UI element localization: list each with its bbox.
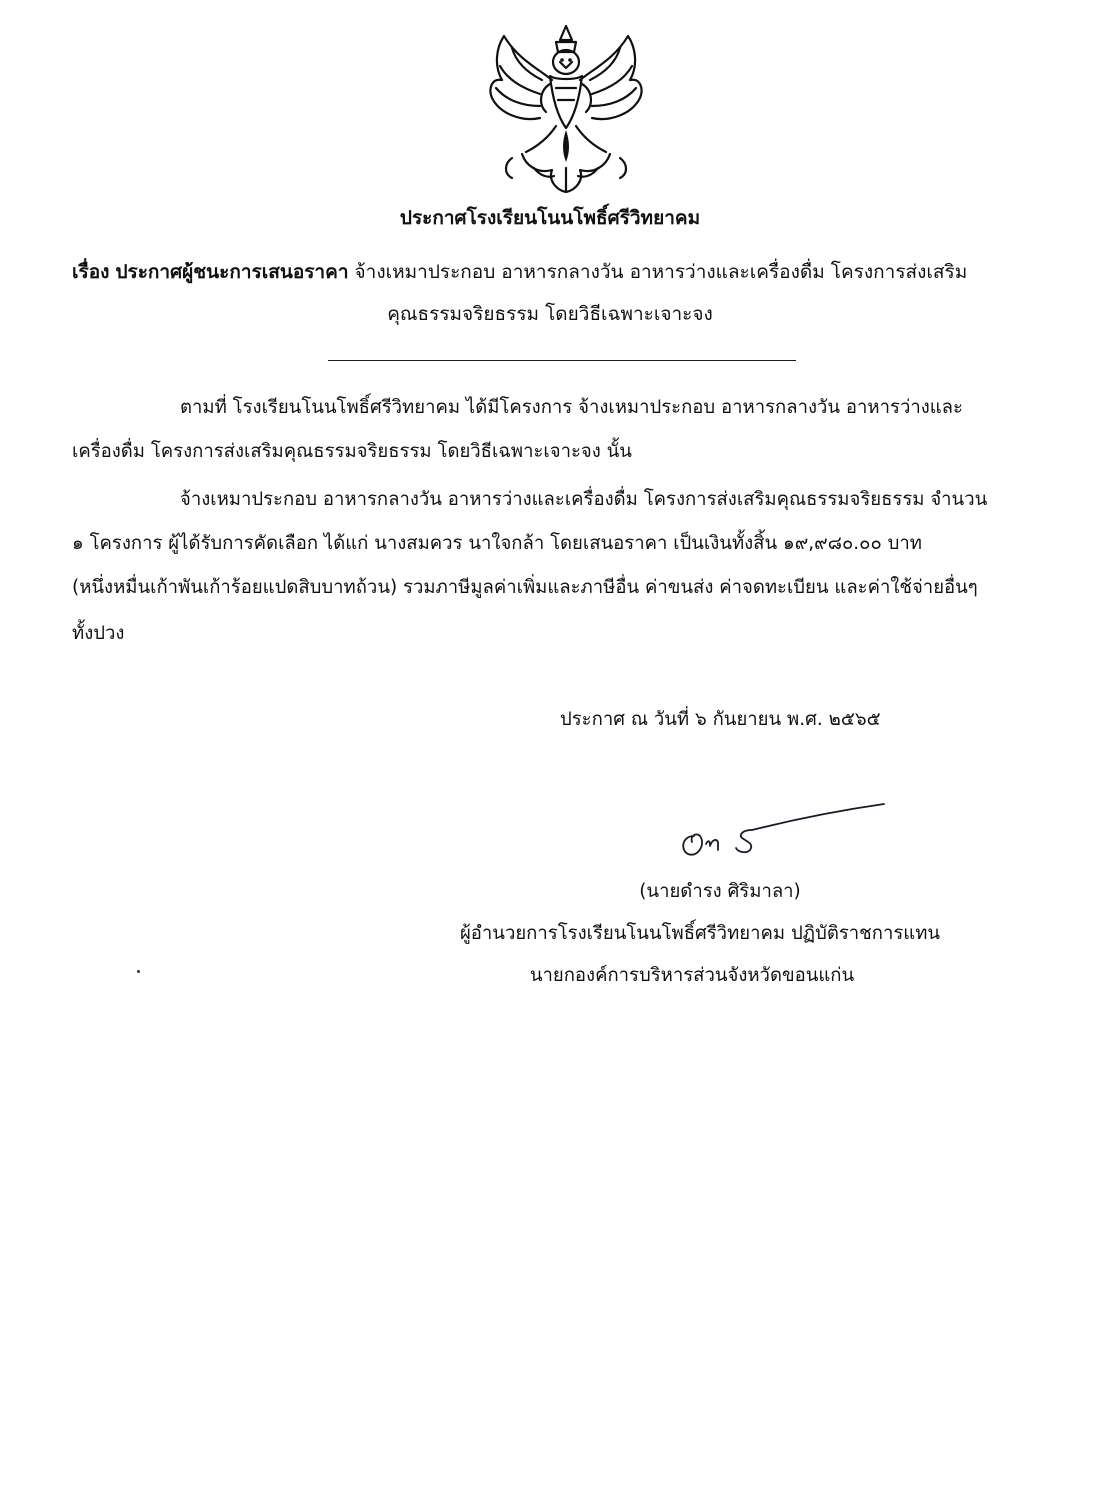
paragraph-2-line-2: ๑ โครงการ ผู้ได้รับการคัดเลือก ได้แก่ นางสมควร นาใจกล้า โดยเสนอราคา เป็นเงินทั้งสิ้น ๑๙,๙๘๐.๐๐ บาท (72, 533, 922, 554)
paragraph-1-line-2: เครื่องดื่ม โครงการส่งเสริมคุณธรรมจริยธรรม โดยวิธีเฉพาะเจาะจง นั้น (72, 441, 632, 462)
paragraph-1-line-1: ตามที่ โรงเรียนโนนโพธิ์ศรีวิทยาคม ได้มีโครงการ จ้างเหมาประกอบ อาหารกลางวัน อาหารว่างและ (180, 397, 963, 418)
subject-label: เรื่อง (72, 261, 110, 283)
subject-line-2: คุณธรรมจริยธรรม โดยวิธีเฉพาะเจาะจง (387, 303, 713, 325)
divider-line (328, 360, 796, 361)
paragraph-2-line-1: จ้างเหมาประกอบ อาหารกลางวัน อาหารว่างและเครื่องดื่ม โครงการส่งเสริมคุณธรรมจริยธรรม จำนวน (180, 489, 988, 510)
subject-line (72, 260, 1037, 284)
paragraph-2-line-4: ทั้งปวง (72, 623, 125, 644)
scan-speck (137, 970, 140, 973)
paragraph-2-line-3: (หนึ่งหมื่นเก้าพันเก้าร้อยแปดสิบบาทถ้วน) รวมภาษีมูลค่าเพิ่มและภาษีอื่น ค่าขนส่ง ค่าจดทะเบียน และค่าใช้จ่ายอื่นๆ (72, 577, 978, 598)
document-title: ประกาศโรงเรียนโนนโพธิ์ศรีวิทยาคม (399, 207, 701, 229)
subject-rest-text: จ้างเหมาประกอบ อาหารกลางวัน อาหารว่างและเครื่องดื่ม โครงการส่งเสริม (354, 261, 968, 283)
subject-bold-text: ประกาศผู้ชนะการเสนอราคา (115, 261, 349, 283)
announcement-date: ประกาศ ณ วันที่ ๖ กันยายน พ.ศ. ๒๕๖๕ (560, 709, 881, 730)
signatory-position-line-2: นายกองค์การบริหารส่วนจังหวัดขอนแก่น (529, 965, 855, 986)
signatory-name: (นายดำรง ศิริมาลา) (639, 881, 801, 902)
signatory-position-line-1: ผู้อำนวยการโรงเรียนโนนโพธิ์ศรีวิทยาคม ปฏิบัติราชการแทน (459, 923, 941, 944)
handwritten-signature (672, 800, 892, 870)
garuda-emblem-icon (482, 18, 650, 200)
